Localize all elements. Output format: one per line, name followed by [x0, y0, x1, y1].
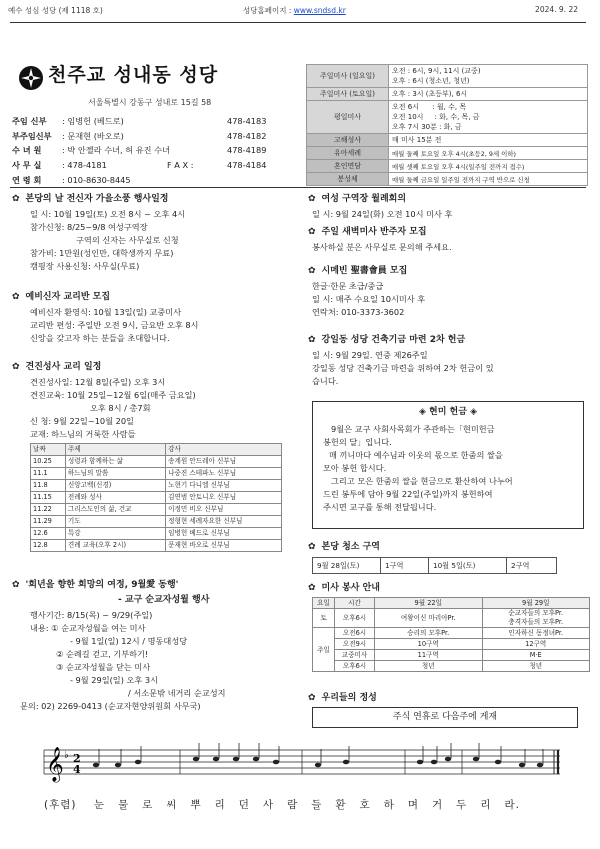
mass-row-body: 매월 셋째 토요일 오후 4시(일주일 전까지 접수)	[389, 160, 588, 173]
lyric-syllable: 들	[311, 799, 323, 811]
bulletin-date: 2024. 9. 22	[535, 5, 578, 14]
mass-row-body: 매월 둘째 금요일 일주일 전까지 구역 반으로 신청	[389, 173, 588, 186]
note-head	[193, 757, 199, 762]
mass-row-head: 주일미사 (일요일)	[307, 65, 389, 88]
church-logo-icon	[18, 65, 44, 91]
note-head	[343, 760, 349, 765]
staff-directory	[12, 114, 297, 188]
mass-row-head: 평일미사	[307, 101, 389, 134]
flower-bullet-icon: ✿	[308, 194, 316, 204]
flat-icon: ♭	[64, 750, 69, 761]
table-row: 11.15 전례와 성사 김연범 안토니오 신부님	[31, 492, 282, 504]
church-title: 천주교 성내동 성당	[48, 64, 219, 86]
funeral-phone: : 010-8630-8445	[62, 174, 131, 185]
table-row: 9월 28일(토) 1구역 10월 5일(토) 2구역	[313, 558, 557, 574]
mass-row-body: 매 미사 15분 전	[389, 134, 588, 147]
text-line: 주시면 교구를 통해 전달됩니다.	[323, 502, 437, 512]
note-head	[473, 757, 479, 762]
mass-row-head: 봉성체	[307, 173, 389, 186]
announcement-confirmation	[12, 361, 300, 552]
staff-label: 주임 신부	[12, 116, 47, 126]
note-head	[537, 763, 543, 768]
text-line: 참가비: 1만원(성인만, 대학생까지 무료)	[30, 248, 174, 258]
text-line: 견진교육: 10월 25일~12월 6일(매주 금요일)	[30, 390, 196, 400]
section-title: 본당 청소 구역	[321, 542, 380, 552]
treble-clef-icon: 𝄞	[46, 747, 64, 782]
column-header: 강사	[166, 444, 282, 456]
table-row: 11.8 신앙고백(신경) 노현기 다니엘 신부님	[31, 480, 282, 492]
lyric-syllable: 뿌	[190, 799, 202, 811]
flower-bullet-icon: ✿	[12, 362, 20, 372]
flower-bullet-icon: ✿	[308, 335, 316, 345]
rice-offering-box	[312, 401, 584, 529]
note-head	[135, 760, 141, 765]
section-title: 시메빈 聖書會員 모집	[321, 266, 408, 276]
table-row: 11.22 그리스도인의 삶, 건교 이정민 비오 신부님	[31, 504, 282, 516]
announcement-building-fund	[308, 334, 590, 388]
cleaning-table	[312, 557, 557, 574]
note-head	[495, 760, 501, 765]
masthead-divider	[10, 187, 586, 188]
text-line: 봉헌의 달」입니다.	[323, 437, 392, 447]
note-head	[315, 763, 321, 768]
table-row: 11.1 하느님의 말씀 나중진 스테파노 신부님	[31, 468, 282, 480]
table-row: 교중미사 11구역 M·E	[313, 650, 590, 661]
confirmation-schedule-table	[30, 443, 282, 552]
hymn-lyrics	[44, 797, 533, 812]
header-strip	[0, 0, 600, 34]
text-line: 견진성사일: 12월 8일(주일) 오후 3시	[30, 377, 166, 387]
text-line: 예비신자 환영식: 10월 13일(일) 교중미사	[30, 307, 182, 317]
staff-phone: 478-4182	[227, 130, 267, 141]
section-title: 여성 구역장 월례회의	[321, 194, 407, 204]
section-title: 견진성사 교리 일정	[25, 362, 102, 372]
text-line: 습니다.	[312, 376, 339, 386]
text-line: 캠핑장 사용신청: 사무실(무료)	[30, 261, 140, 271]
section-title: 예비신자 교리반 모집	[25, 292, 111, 302]
text-line: 교재: 하느님의 거룩한 사람들	[30, 429, 136, 439]
fax-number: 478-4184	[227, 160, 267, 171]
announcement-martyrs-month	[12, 579, 306, 713]
table-row: 12.8 견례 교육(오후 2시) 문재현 바오로 신부님	[31, 540, 282, 552]
section-title: 미사 봉사 안내	[321, 583, 380, 593]
mass-row	[307, 173, 588, 186]
staff-name: : 박 안젤라 수녀, 허 유진 수녀	[62, 145, 170, 156]
lyric-syllable: 리	[480, 799, 492, 811]
text-line: 매 끼니마다 예수님과 이웃의 몫으로 한줌의 쌀을	[329, 450, 503, 460]
table-row: 10.25 성령과 함께하는 삶 송계원 안드레아 신부님	[31, 456, 282, 468]
homepage-link[interactable]: www.sndsd.kr	[293, 6, 346, 15]
text-line: 연락처: 010-3373-3602	[312, 307, 405, 317]
office-phone: : 478-4181	[62, 160, 107, 171]
music-staff	[30, 740, 570, 800]
time-signature-top: 2	[73, 752, 81, 765]
mass-schedule-table	[306, 64, 588, 186]
service-table	[312, 597, 590, 672]
staff-row	[12, 173, 297, 188]
note-head	[273, 760, 279, 765]
text-line: 문의: 02) 2269-0413 (순교자현양위원회 사무국)	[20, 701, 201, 711]
text-line: 강일동 성당 건축기금 마련을 위하여 2차 헌금이 있	[312, 363, 494, 373]
mass-row-body: 오전 6시 : 월, 수, 목 오전 10시 : 화, 수, 목, 금 오후 7시 30분 : 화, 금	[389, 101, 588, 134]
mass-row	[307, 88, 588, 101]
mass-row-head: 고해성사	[307, 134, 389, 147]
section-title: 강일동 성당 건축기금 마련 2차 헌금	[321, 335, 466, 345]
text-line: 일 시: 매주 수요일 10시미사 후	[312, 294, 426, 304]
note-head	[93, 763, 99, 768]
flower-bullet-icon: ✿	[308, 266, 316, 276]
staff-label: 연 령 회	[12, 174, 42, 185]
text-line: 드린 봉투에 담아 9월 22일(주일)까지 봉헌하여	[323, 489, 493, 499]
staff-phone: 478-4189	[227, 145, 267, 156]
table-header: 요일 시간 9월 22일 9월 29일	[313, 598, 590, 609]
lyric-syllable: 며	[407, 799, 420, 811]
flower-bullet-icon: ✿	[308, 227, 316, 237]
church-address: 서울특별시 강동구 성내로 15길 58	[88, 98, 212, 107]
text-line: 모아 봉헌 합시다.	[323, 463, 387, 473]
lyric-syllable: 람	[287, 799, 299, 811]
lyric-syllable: 물	[117, 799, 130, 811]
text-line: 행사기간: 8/15(목) ~ 9/29(주일)	[30, 610, 153, 620]
text-line: 9월은 교구 사회사목회가 주관하는「현미헌금	[331, 424, 495, 434]
mass-row-body: 오전 : 6시, 9시, 11시 (교중) 오후 : 6시 (청소년, 청년)	[389, 65, 588, 88]
note-head	[417, 760, 423, 765]
bulletin-issue: 예수 성심 성당 (제 1118 호)	[8, 6, 103, 15]
lyric-syllable: 사	[262, 799, 275, 811]
lyric-syllable: 두	[456, 799, 468, 811]
column-header: 날짜	[31, 444, 66, 456]
box-title: ◈ 현미 헌금 ◈	[418, 407, 478, 417]
text-line: 봉사하실 분은 사무실로 문의해 주세요.	[312, 242, 452, 252]
table-row: 토 오후6시 여왕이신 마리아Pr. 순교자들의 모후Pr. 충격자들의 모후Pr.	[313, 609, 590, 628]
mass-row-head: 유아세례	[307, 147, 389, 160]
flower-bullet-icon: ✿	[308, 583, 316, 593]
lyric-syllable: 던	[238, 799, 250, 811]
lyric-syllable: 호	[359, 799, 371, 811]
note-head	[445, 757, 451, 762]
column-header: 주제	[65, 444, 165, 456]
text-line: - 9월 29일(일) 오후 3시	[70, 675, 159, 685]
lyric-syllable: 환	[335, 799, 347, 811]
staff-name: : 임병헌 (베드로)	[62, 116, 124, 126]
text-line: ③ 순교자성월을 닫는 미사	[56, 662, 151, 672]
staff-label: 수 녀 원	[12, 145, 42, 156]
text-line: 일 시: 9월 29일. 연중 제26주일	[312, 350, 428, 360]
text-line: 내용: ① 순교자성월을 여는 미사	[30, 623, 146, 633]
note-head	[213, 757, 219, 762]
mass-row-body: 오후 : 3시 (초등부), 6시	[389, 88, 588, 101]
staff-label: 사 무 실	[12, 160, 42, 171]
offerings-note: 주식 연휴로 다음주에 게재	[312, 707, 578, 728]
flower-bullet-icon: ✿	[12, 292, 20, 302]
note-head	[431, 760, 437, 765]
text-line: 그리고 모은 한줌의 쌀을 현금으로 환산하여 나누어	[331, 476, 513, 486]
announcement-district-meeting	[308, 193, 590, 221]
section-title: 주일 새벽미사 반주자 모집	[321, 227, 427, 237]
section-subtitle: - 교구 순교자성월 행사	[118, 595, 210, 605]
header-divider	[10, 22, 586, 23]
staff-row	[12, 158, 297, 173]
text-line: 오후 8시 / 총7회	[90, 403, 151, 413]
mass-row	[307, 134, 588, 147]
text-line: / 서소문밖 네거리 순교성지	[128, 688, 226, 698]
time-signature-bottom: 4	[73, 763, 81, 776]
text-line: 신앙을 갖고자 하는 분들을 초대합니다.	[30, 333, 170, 343]
table-row: 11.29 기도 정형현 세례자요한 신부님	[31, 516, 282, 528]
table-row: 오후6시 청년 청년	[313, 661, 590, 672]
text-line: - 9월 1일(일) 12시 / 명동대성당	[70, 636, 188, 646]
text-line: 일 시: 9월 24일(화) 오전 10시 미사 후	[312, 209, 453, 219]
mass-row	[307, 101, 588, 134]
section-title: 우리들의 정성	[321, 693, 377, 703]
text-line: 구역의 신자는 사무실로 신청	[76, 235, 179, 245]
lyric-syllable: 눈	[93, 799, 105, 811]
announcement-picnic	[12, 193, 300, 273]
flower-bullet-icon: ✿	[12, 580, 20, 590]
table-row: 12.6 특강 임병헌 베드로 신부님	[31, 528, 282, 540]
lyric-syllable: 로	[142, 799, 154, 811]
cleaning-section	[308, 541, 590, 574]
lyric-syllable: 리	[214, 799, 226, 811]
flower-bullet-icon: ✿	[12, 194, 20, 204]
melody-notes	[93, 743, 543, 767]
note-head	[115, 763, 121, 768]
text-line: 한글·한문 초급/중급	[312, 281, 384, 291]
text-line: 참가신청: 8/25~9/8 여성구역장	[30, 222, 148, 232]
lyric-syllable: 라.	[504, 799, 520, 811]
flower-bullet-icon: ✿	[308, 693, 316, 703]
section-title: 본당의 날 전신자 가을소풍 행사일정	[25, 194, 169, 204]
announcement-bible-study	[308, 265, 590, 319]
fax-label: F A X :	[167, 160, 194, 171]
staff-row	[12, 114, 297, 129]
homepage-info	[243, 5, 346, 16]
staff-name: : 문재현 (바오로)	[62, 130, 124, 141]
note-head	[233, 757, 239, 762]
table-row: 오전9시 10구역 12구역	[313, 639, 590, 650]
mass-row	[307, 160, 588, 173]
announcement-accompanist	[308, 226, 590, 254]
text-line: 교리반 편성: 주일반 오전 9시, 금요반 오후 8시	[30, 320, 199, 330]
lyric-syllable: 거	[432, 799, 444, 811]
note-head	[519, 763, 525, 768]
lyric-syllable: 하	[383, 799, 395, 811]
mass-row-body: 매월 둘째 토요일 오후 4시(초등2, 9세 이하)	[389, 147, 588, 160]
mass-row-head: 혼인면담	[307, 160, 389, 173]
staff-label: 부주임신부	[12, 130, 52, 141]
staff-row	[12, 143, 297, 158]
mass-row-head: 주일미사 (토요일)	[307, 88, 389, 101]
lyrics-prefix: (후렴)	[44, 799, 77, 811]
staff-row	[12, 129, 297, 144]
staff-phone: 478-4183	[227, 116, 267, 126]
mass-row	[307, 147, 588, 160]
section-title: '희년을 향한 희망의 여정, 9월愛 동행'	[25, 580, 179, 590]
homepage-label: 성당홈페이지 :	[243, 6, 292, 15]
mass-row	[307, 65, 588, 88]
text-line: ② 순례길 걷고, 기부하기!	[56, 649, 149, 659]
announcement-catechumen	[12, 291, 300, 345]
table-header	[31, 444, 282, 456]
table-row: 주일 오전6시 승리의 모후Pr. 인자하신 동정녀Pr.	[313, 628, 590, 639]
lyric-syllable: 씨	[166, 799, 178, 811]
note-head	[253, 757, 259, 762]
flower-bullet-icon: ✿	[308, 542, 316, 552]
service-section	[308, 582, 590, 672]
offerings-section	[308, 692, 590, 728]
text-line: 일 시: 10월 19일(토) 오전 8시 ~ 오후 4시	[30, 209, 186, 219]
text-line: 신 청: 9월 22일~10월 20일	[30, 416, 134, 426]
